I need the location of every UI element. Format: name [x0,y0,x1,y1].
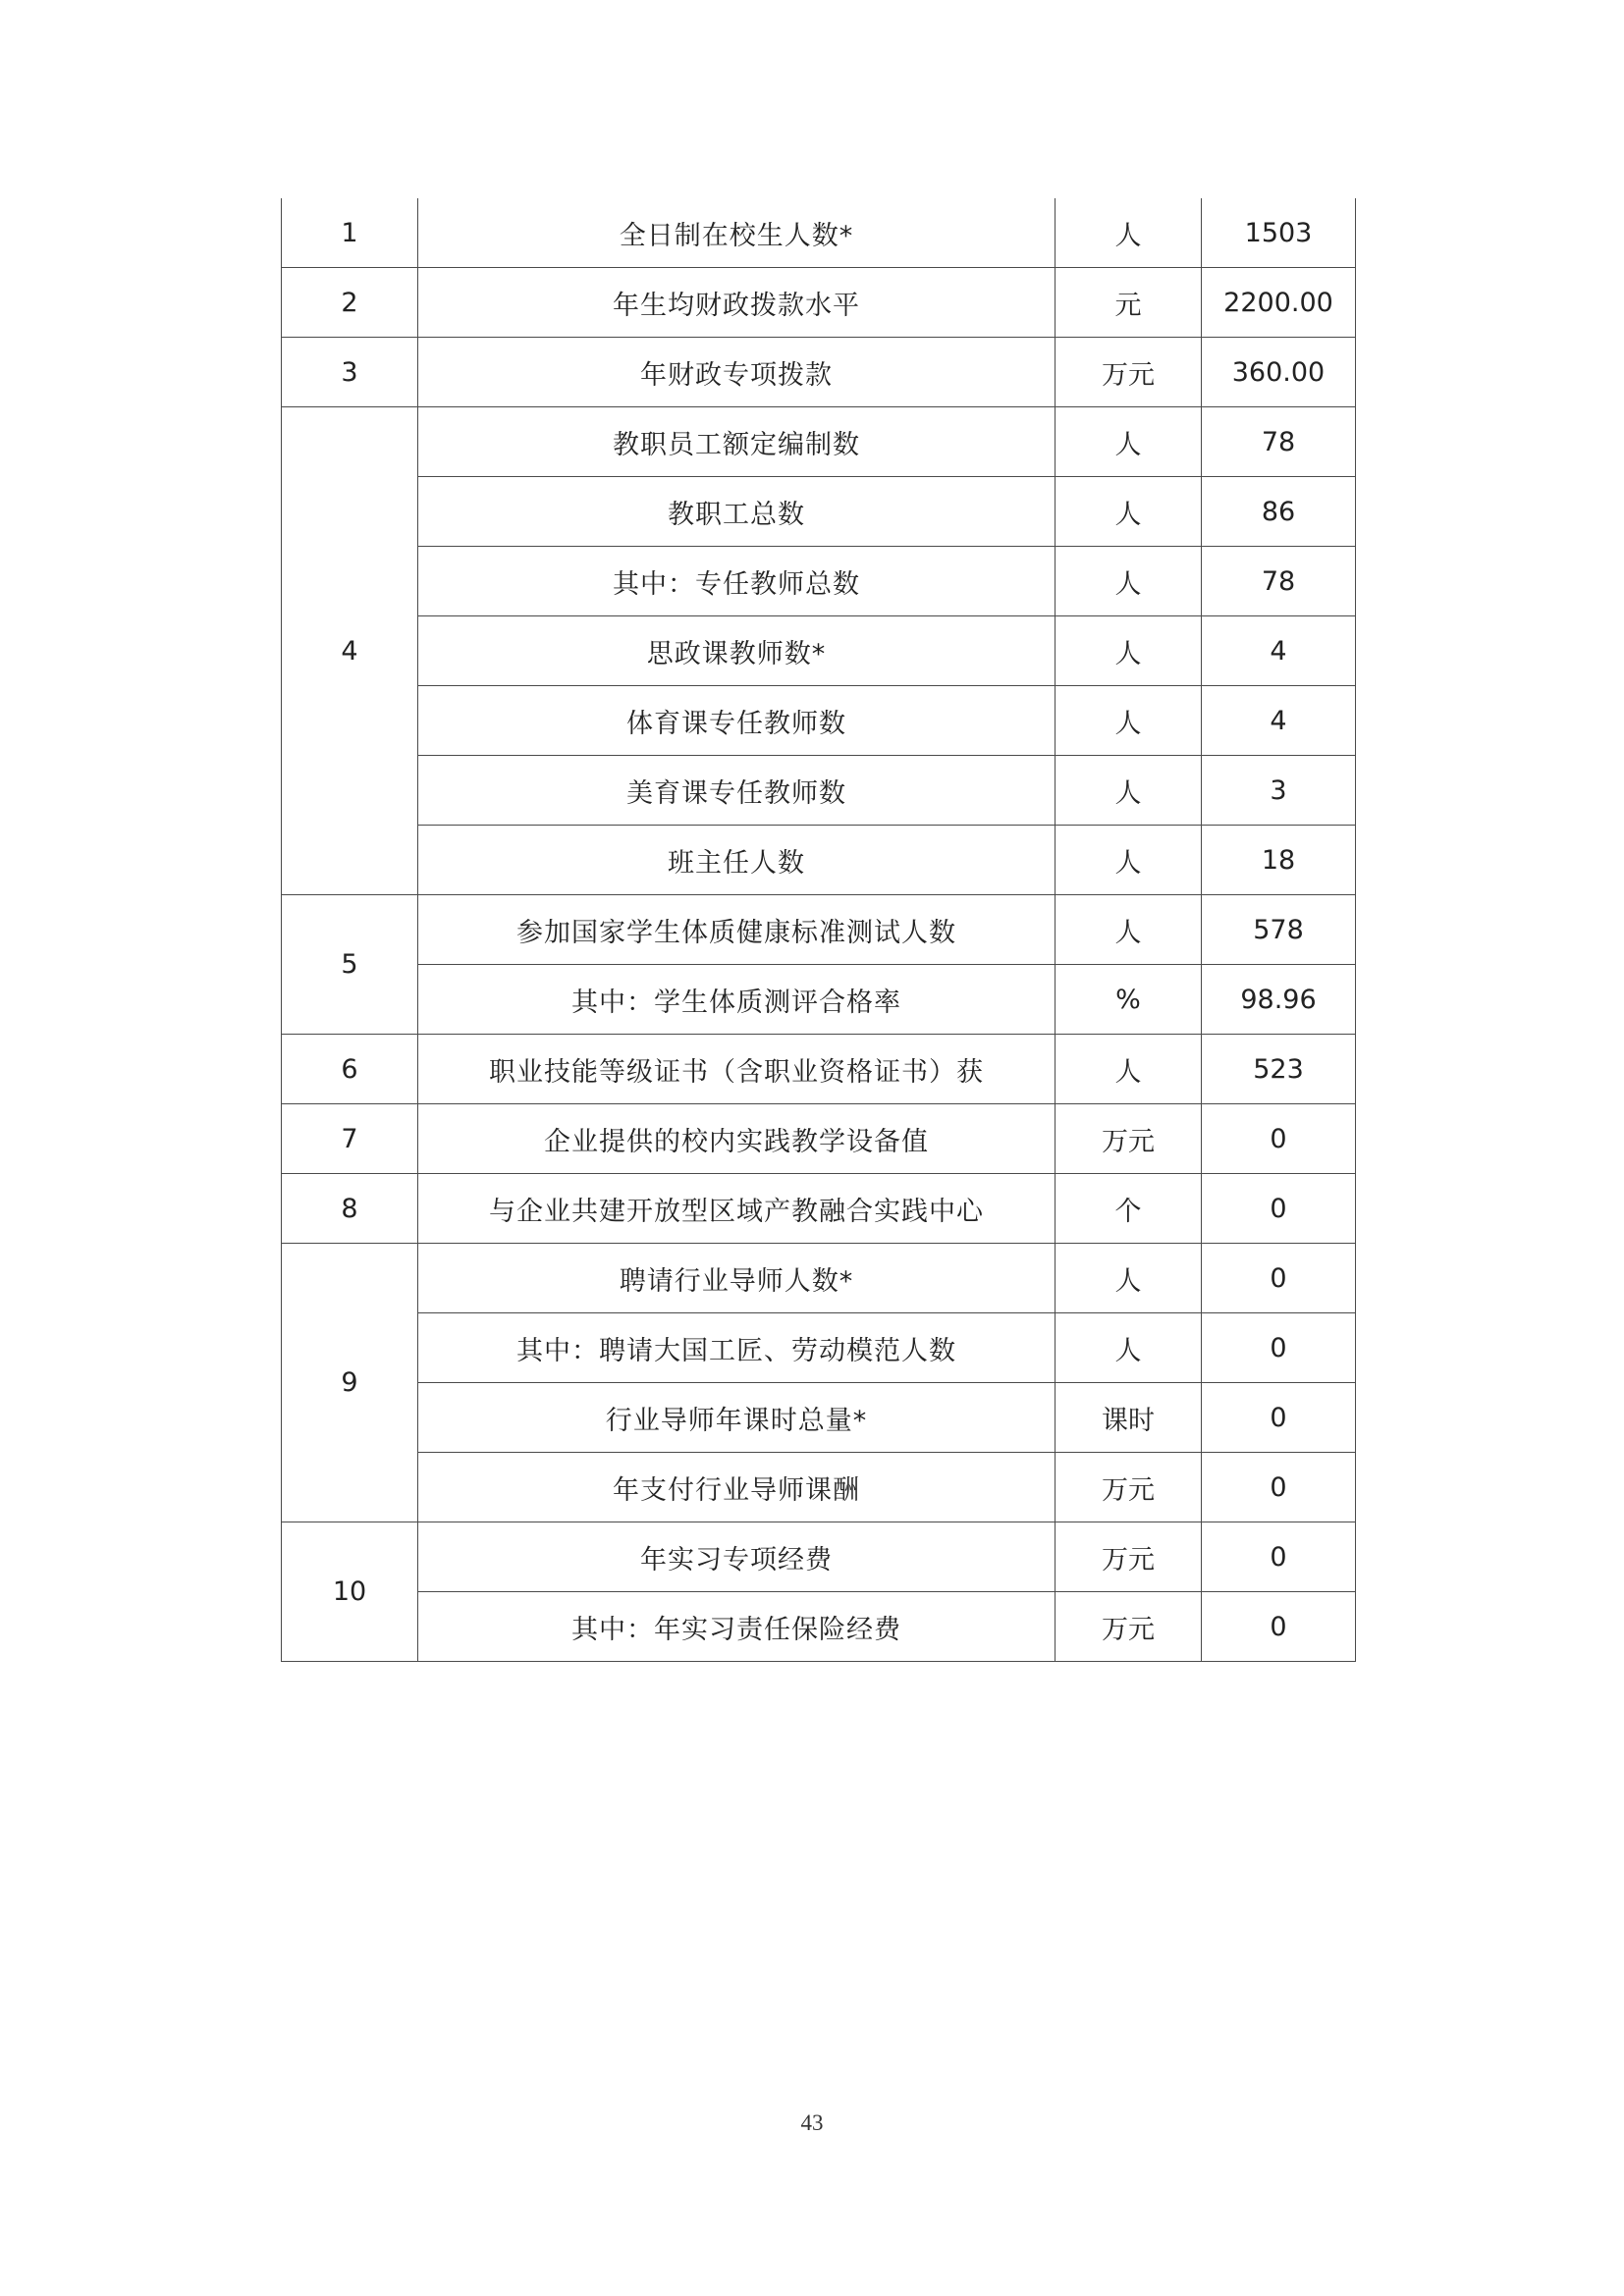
indicator-unit: 万元 [1056,1104,1202,1174]
row-number: 9 [282,1244,418,1522]
indicator-unit: 人 [1056,547,1202,616]
table-row [282,1244,1356,1313]
indicator-name: 班主任人数 [418,826,1056,895]
indicator-unit: 人 [1056,198,1202,268]
indicator-value: 3 [1202,756,1356,826]
table-row [282,338,1356,407]
row-number: 1 [282,198,418,268]
indicator-unit: 万元 [1056,1522,1202,1592]
table-row [282,1174,1356,1244]
indicator-value: 0 [1202,1522,1356,1592]
row-number: 3 [282,338,418,407]
indicator-unit: % [1056,965,1202,1035]
indicator-unit: 万元 [1056,338,1202,407]
row-number: 10 [282,1522,418,1662]
indicator-unit: 人 [1056,826,1202,895]
row-number: 2 [282,268,418,338]
row-number: 4 [282,407,418,895]
indicator-name: 聘请行业导师人数* [418,1244,1056,1313]
indicator-value: 0 [1202,1104,1356,1174]
indicator-name: 职业技能等级证书（含职业资格证书）获 [418,1035,1056,1104]
indicator-unit: 万元 [1056,1453,1202,1522]
indicator-name: 体育课专任教师数 [418,686,1056,756]
indicator-value: 86 [1202,477,1356,547]
indicator-value: 78 [1202,407,1356,477]
indicator-unit: 课时 [1056,1383,1202,1453]
indicator-name: 思政课教师数* [418,616,1056,686]
indicator-name: 其中：聘请大国工匠、劳动模范人数 [418,1313,1056,1383]
table-row [282,547,1356,616]
indicator-value: 18 [1202,826,1356,895]
table-row [282,1522,1356,1592]
indicator-name: 年支付行业导师课酬 [418,1453,1056,1522]
table-row [282,1035,1356,1104]
indicator-unit: 人 [1056,616,1202,686]
indicator-unit: 人 [1056,407,1202,477]
indicator-unit: 人 [1056,686,1202,756]
indicator-name: 其中：年实习责任保险经费 [418,1592,1056,1662]
indicator-name: 参加国家学生体质健康标准测试人数 [418,895,1056,965]
indicator-name: 其中：专任教师总数 [418,547,1056,616]
indicator-value: 0 [1202,1174,1356,1244]
table-row [282,1453,1356,1522]
indicator-name: 其中：学生体质测评合格率 [418,965,1056,1035]
table-row [282,965,1356,1035]
indicator-unit: 人 [1056,895,1202,965]
indicator-value: 0 [1202,1383,1356,1453]
indicator-value: 0 [1202,1313,1356,1383]
indicator-name: 美育课专任教师数 [418,756,1056,826]
indicator-name: 全日制在校生人数* [418,198,1056,268]
indicator-value: 78 [1202,547,1356,616]
table-row [282,616,1356,686]
page-number: 43 [800,2110,824,2135]
indicator-unit: 人 [1056,1035,1202,1104]
indicator-value: 98.96 [1202,965,1356,1035]
indicator-name: 年财政专项拨款 [418,338,1056,407]
indicator-name: 年实习专项经费 [418,1522,1056,1592]
indicator-value: 523 [1202,1035,1356,1104]
indicator-unit: 人 [1056,1244,1202,1313]
row-number: 7 [282,1104,418,1174]
indicator-name: 教职工总数 [418,477,1056,547]
table-row [282,895,1356,965]
indicator-name: 企业提供的校内实践教学设备值 [418,1104,1056,1174]
indicator-unit: 人 [1056,477,1202,547]
indicator-value: 1503 [1202,198,1356,268]
table-row [282,268,1356,338]
table-row [282,1592,1356,1662]
indicator-name: 年生均财政拨款水平 [418,268,1056,338]
table-row [282,686,1356,756]
table-row [282,1313,1356,1383]
table-row [282,1383,1356,1453]
indicator-name: 教职员工额定编制数 [418,407,1056,477]
table-row [282,826,1356,895]
row-number: 5 [282,895,418,1035]
indicator-table [281,198,1356,1662]
indicator-name: 行业导师年课时总量* [418,1383,1056,1453]
table-row [282,1104,1356,1174]
row-number: 6 [282,1035,418,1104]
indicator-value: 578 [1202,895,1356,965]
indicator-value: 0 [1202,1592,1356,1662]
indicator-unit: 元 [1056,268,1202,338]
table-row [282,198,1356,268]
table-row [282,756,1356,826]
indicator-unit: 个 [1056,1174,1202,1244]
row-number: 8 [282,1174,418,1244]
indicator-value: 4 [1202,616,1356,686]
indicator-value: 360.00 [1202,338,1356,407]
indicator-unit: 万元 [1056,1592,1202,1662]
table-row [282,477,1356,547]
indicator-value: 0 [1202,1244,1356,1313]
indicator-unit: 人 [1056,756,1202,826]
indicator-value: 2200.00 [1202,268,1356,338]
table-row [282,407,1356,477]
indicator-name: 与企业共建开放型区域产教融合实践中心 [418,1174,1056,1244]
indicator-value: 0 [1202,1453,1356,1522]
indicator-value: 4 [1202,686,1356,756]
indicator-unit: 人 [1056,1313,1202,1383]
